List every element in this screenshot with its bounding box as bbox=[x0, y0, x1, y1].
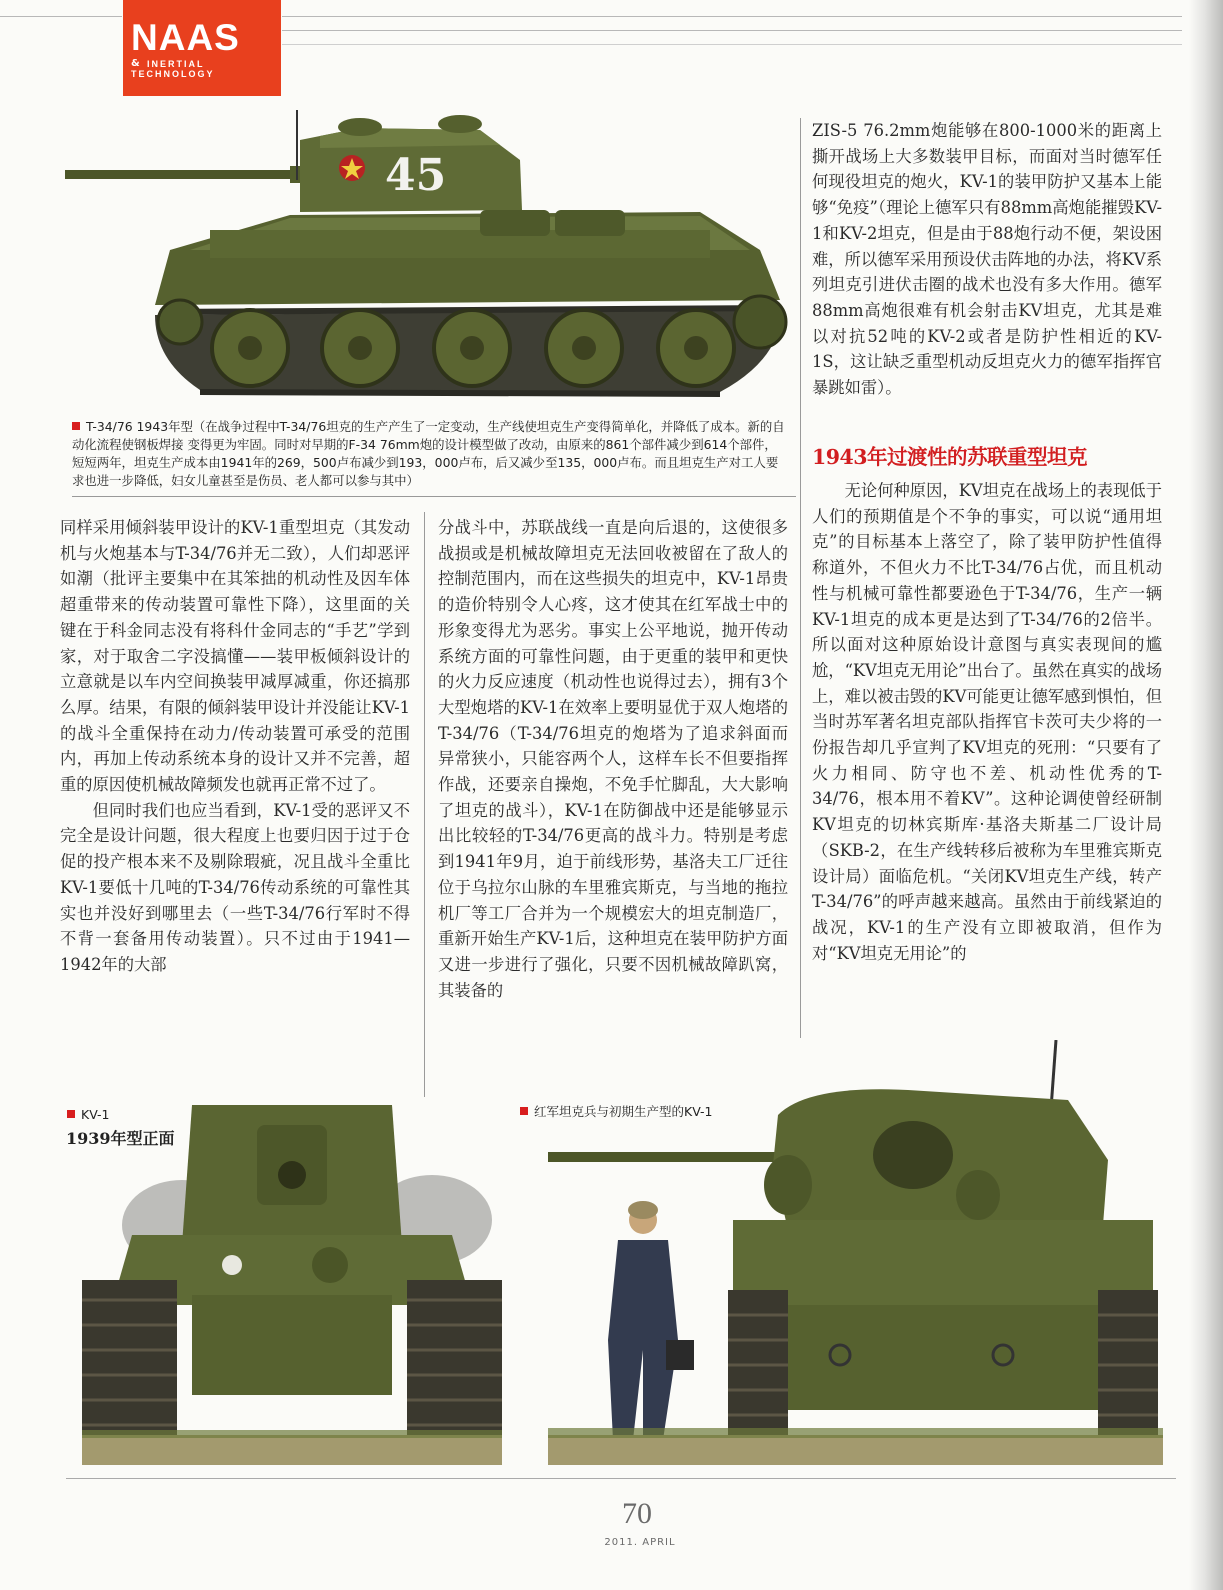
t34-side-illustration bbox=[60, 100, 790, 415]
logo-ampersand: & bbox=[131, 58, 140, 69]
turret-number: 45 bbox=[385, 150, 447, 201]
body-column-3-bottom bbox=[812, 478, 1162, 966]
kv1-front-illustration bbox=[82, 1085, 502, 1465]
kv1-front-sublabel: 1939年型正面 bbox=[66, 1129, 175, 1148]
header-rule-1 bbox=[0, 16, 122, 17]
kv1-front-label: KV-1 bbox=[67, 1107, 109, 1122]
page-spine-shadow bbox=[1189, 0, 1223, 1590]
top-figure-caption-text: T-34/76 1943年型（在战争过程中T-34/76坦克的生产产生了一定变动，生产线使坦克生产变得简单化，并降低了成本。新的自动化流程使钢板焊接 变得更为牢固。同时对早期的F-34 76mm炮的设计模型做了改动，由原来的861个部件减少到614个部件，短短两年，坦克生产成本由1941年的269，500卢布减少到193，000卢布，后又减少至135，000卢布。而且坦克生产对工人要求也进一步降低，妇女儿童甚至是伤员、老人都可以参与其中） bbox=[72, 419, 785, 488]
col1-paragraph-1: 同样采用倾斜装甲设计的KV-1重型坦克（其发动机与火炮基本与T-34/76并无二致），人们却恶评如潮（批评主要集中在其笨拙的机动性及因车体超重带来的传动装置可靠性下降），这里面的关键在于科金同志没有将科什金同志的“手艺”学到家，对于取舍二字没搞懂——装甲板倾斜设计的立意就是以车内空间换装甲减厚减重，你还搞那么厚。结果，有限的倾斜装甲设计并没能让KV-1的战斗全重保持在动力/传动装置可承受的范围内，再加上传动系统本身的设计又并不完善，超重的原因使机械故障频发也就再正常不过了。 bbox=[60, 518, 410, 795]
tank-crewman-figure bbox=[608, 1201, 694, 1440]
label-bullet-icon bbox=[67, 1110, 75, 1118]
footer-rule bbox=[66, 1478, 1176, 1479]
magazine-logo bbox=[123, 0, 281, 96]
kv1-crew-illustration bbox=[548, 1040, 1163, 1465]
logo-title: NAAS bbox=[131, 17, 240, 58]
logo-subtitle-line2: TECHNOLOGY bbox=[131, 69, 215, 79]
body-column-1 bbox=[60, 515, 410, 978]
caption-rule bbox=[72, 496, 796, 497]
page-number: 70 bbox=[622, 1497, 652, 1530]
header-rule-4 bbox=[282, 44, 1182, 45]
caption-bullet-icon bbox=[72, 422, 80, 430]
top-figure-caption bbox=[72, 418, 787, 490]
col3-paragraph-1: ZIS-5 76.2mm炮能够在800-1000米的距离上撕开战场上大多数装甲目标，而面对当时德军任何现役坦克的炮火，KV-1的装甲防护又基本上能够“免疫”（理论上德军只有88mm高炮能摧毁KV-1和KV-2坦克，但是由于88炮行动不便，架设困难，所以德军采用预设伏击阵地的办法，将KV系列坦克引进伏击圈的战术也没有多大作用。德军88mm高炮很难有机会射击KV坦克，尤其是难以对抗52吨的KV-2或者是防护性相近的KV-1S，这让缺乏重型机动反坦克火力的德军指挥官暴跳如雷）。 bbox=[812, 121, 1162, 398]
column-divider-1 bbox=[424, 512, 425, 1097]
column-divider-2 bbox=[800, 118, 801, 1038]
col1-paragraph-2: 但同时我们也应当看到，KV-1受的恶评又不完全是设计问题，很大程度上也要归因于过于仓促的投产根本来不及剔除瑕疵，况且战斗全重比KV-1要低十几吨的T-34/76传动系统的可靠性其实也并没好到哪里去（一些T-34/76行军时不得不背一套备用传动装置）。只不过由于1941—1942年的大部 bbox=[60, 800, 410, 974]
header-rule-2 bbox=[282, 16, 1182, 17]
label-bullet-icon bbox=[520, 1107, 528, 1115]
col3-paragraph-2: 无论何种原因，KV坦克在战场上的表现低于人们的预期值是个不争的事实，可以说“通用坦克”的目标基本上落空了，除了装甲防护性值得称道外，不但火力不比T-34/76占优，而且机动性与机械可靠性都要逊色于T-34/76，生产一辆KV-1坦克的成本更是达到了T-34/76的2倍半。所以面对这种原始设计意图与真实表现间的尴尬，“KV坦克无用论”出台了。虽然在真实的战场上，难以被击毁的KV可能更让德军感到惧怕，但当时苏军著名坦克部队指挥官卡茨可夫少将的一份报告却几乎宣判了KV坦克的死刑：“只要有了火力相同、防守也不差、机动性优秀的T-34/76，根本用不着KV”。这种论调使曾经研制KV坦克的切林宾斯库·基洛夫斯基二厂设计局（SKB-2，在生产线转移后被称为车里雅宾斯克设计局）面临危机。“关闭KV坦克生产线，转产T-34/76”的呼声越来越高。虽然由于前线紧迫的战况，KV-1的生产没有立即被取消，但作为对“KV坦克无用论”的 bbox=[812, 481, 1162, 963]
body-column-2 bbox=[438, 515, 788, 1003]
kv1-side-label: 红军坦克兵与初期生产型的KV-1 bbox=[520, 1102, 712, 1120]
issue-date: 2011. APRIL bbox=[604, 1537, 676, 1548]
section-title: 1943年过渡性的苏联重型坦克 bbox=[812, 445, 1088, 469]
body-column-3-top bbox=[812, 118, 1162, 401]
logo-subtitle-line1: INERTIAL bbox=[147, 59, 205, 69]
col2-paragraph-1: 分战斗中，苏联战线一直是向后退的，这使很多战损或是机械故障坦克无法回收被留在了敌人的控制范围内，而在这些损失的坦克中，KV-1昂贵的造价特别令人心疼，这才使其在红军战士中的形象变得尤为恶劣。事实上公平地说，抛开传动系统方面的可靠性问题，由于更重的装甲和更快的火力反应速度（机动性也说得过去），拥有3个大型炮塔的KV-1在效率上要明显优于双人炮塔的T-34/76（T-34/76坦克的炮塔为了追求斜面而异常狭小，只能容两个人，这样车长不但要指挥作战，还要亲自操炮，不免手忙脚乱，大大影响了坦克的战斗），KV-1在防御战中还是能够显示出比较轻的T-34/76更高的战斗力。特别是考虑到1941年9月，迫于前线形势，基洛夫工厂迁往位于乌拉尔山脉的车里雅宾斯克，与当地的拖拉机厂等工厂合并为一个规模宏大的坦克制造厂，重新开始生产KV-1后，这种坦克在装甲防护方面又进一步进行了强化，只要不因机械故障趴窝，其装备的 bbox=[438, 518, 788, 1000]
logo-subtitle bbox=[131, 59, 215, 79]
header-rule-3 bbox=[282, 30, 1182, 31]
